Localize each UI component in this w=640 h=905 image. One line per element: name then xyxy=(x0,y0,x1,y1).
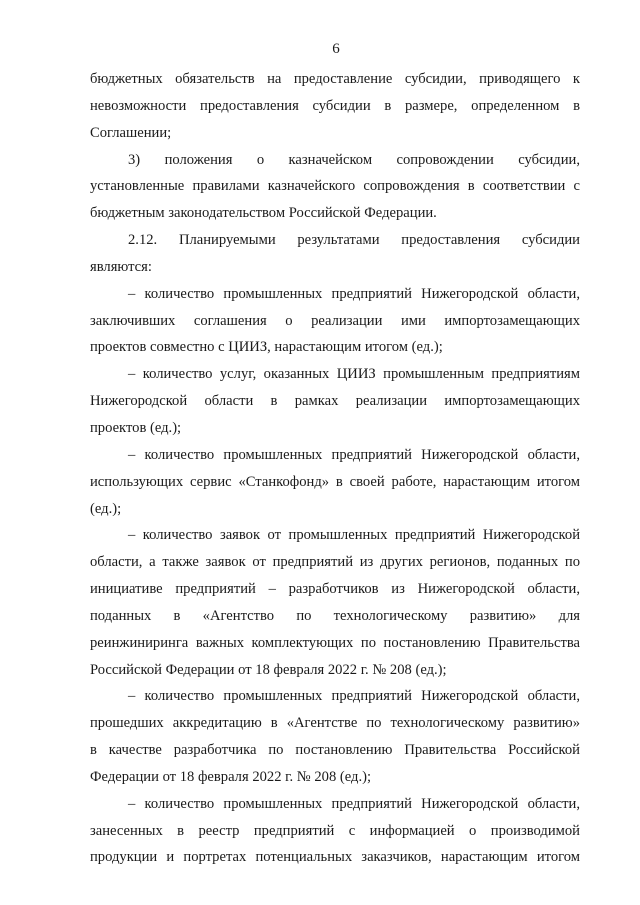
text-line: бюджетных обязательств на предоставление субсидии, приводящего к xyxy=(90,71,580,87)
text-line: инициативе предприятий – разработчиков из Нижегородской области, xyxy=(90,581,580,598)
text-line: – количество услуг, оказанных ЦИИЗ промышленным предприятиям xyxy=(128,366,580,383)
text-line: в качестве разработчика по постановлению Правительства Российской xyxy=(90,742,580,759)
text-line: продукции и портретах потенциальных заказчиков, нарастающим итогом xyxy=(90,849,580,866)
text-line: бюджетным законодательством Российской Федерации. xyxy=(90,205,437,222)
text-line: невозможности предоставления субсидии в размере, определенном в xyxy=(90,97,580,114)
text-line: занесенных в реестр предприятий с информацией о производимой xyxy=(90,822,580,839)
text-line: Федерации от 18 февраля 2022 г. № 208 (ед.); xyxy=(90,768,372,785)
text-line: – количество промышленных предприятий Нижегородской области, xyxy=(128,688,580,705)
text-line: проектов совместно с ЦИИЗ, нарастающим итогом (ед.); xyxy=(90,339,443,356)
page-number: 6 xyxy=(332,41,340,57)
text-line: использующих сервис «Станкофонд» в своей работе, нарастающим итогом xyxy=(90,473,580,490)
text-line: – количество промышленных предприятий Нижегородской области, xyxy=(128,795,580,812)
text-line: Российской Федерации от 18 февраля 2022 г. № 208 (ед.); xyxy=(90,661,447,678)
text-line: области, а также заявок от предприятий из других регионов, поданных по xyxy=(90,554,580,571)
text-line: заключивших соглашения о реализации ими импортозамещающих xyxy=(90,312,580,329)
text-line: 2.12. Планируемыми результатами предоставления субсидии xyxy=(128,232,580,249)
text-line: 3) положения о казначейском сопровождении субсидии, xyxy=(128,151,580,168)
text-line: являются: xyxy=(90,258,152,275)
text-line: Нижегородской области в рамках реализации импортозамещающих xyxy=(90,393,580,410)
text-line: Соглашении; xyxy=(90,124,172,141)
text-line: реинжиниринга важных комплектующих по постановлению Правительства xyxy=(90,634,580,651)
text-line: установленные правилами казначейского сопровождения в соответствии с xyxy=(90,178,580,195)
text-line: – количество промышленных предприятий Нижегородской области, xyxy=(128,285,580,302)
text-line: – количество промышленных предприятий Нижегородской области, xyxy=(128,446,580,463)
document-body xyxy=(90,66,580,871)
text-line: проектов (ед.); xyxy=(90,419,182,436)
text-line: прошедших аккредитацию в «Агентстве по технологическому развитию» xyxy=(90,715,580,732)
text-line: (ед.); xyxy=(90,500,122,517)
text-line: поданных в «Агентство по технологическому развитию» для xyxy=(90,607,580,624)
text-line: – количество заявок от промышленных предприятий Нижегородской xyxy=(128,527,580,544)
